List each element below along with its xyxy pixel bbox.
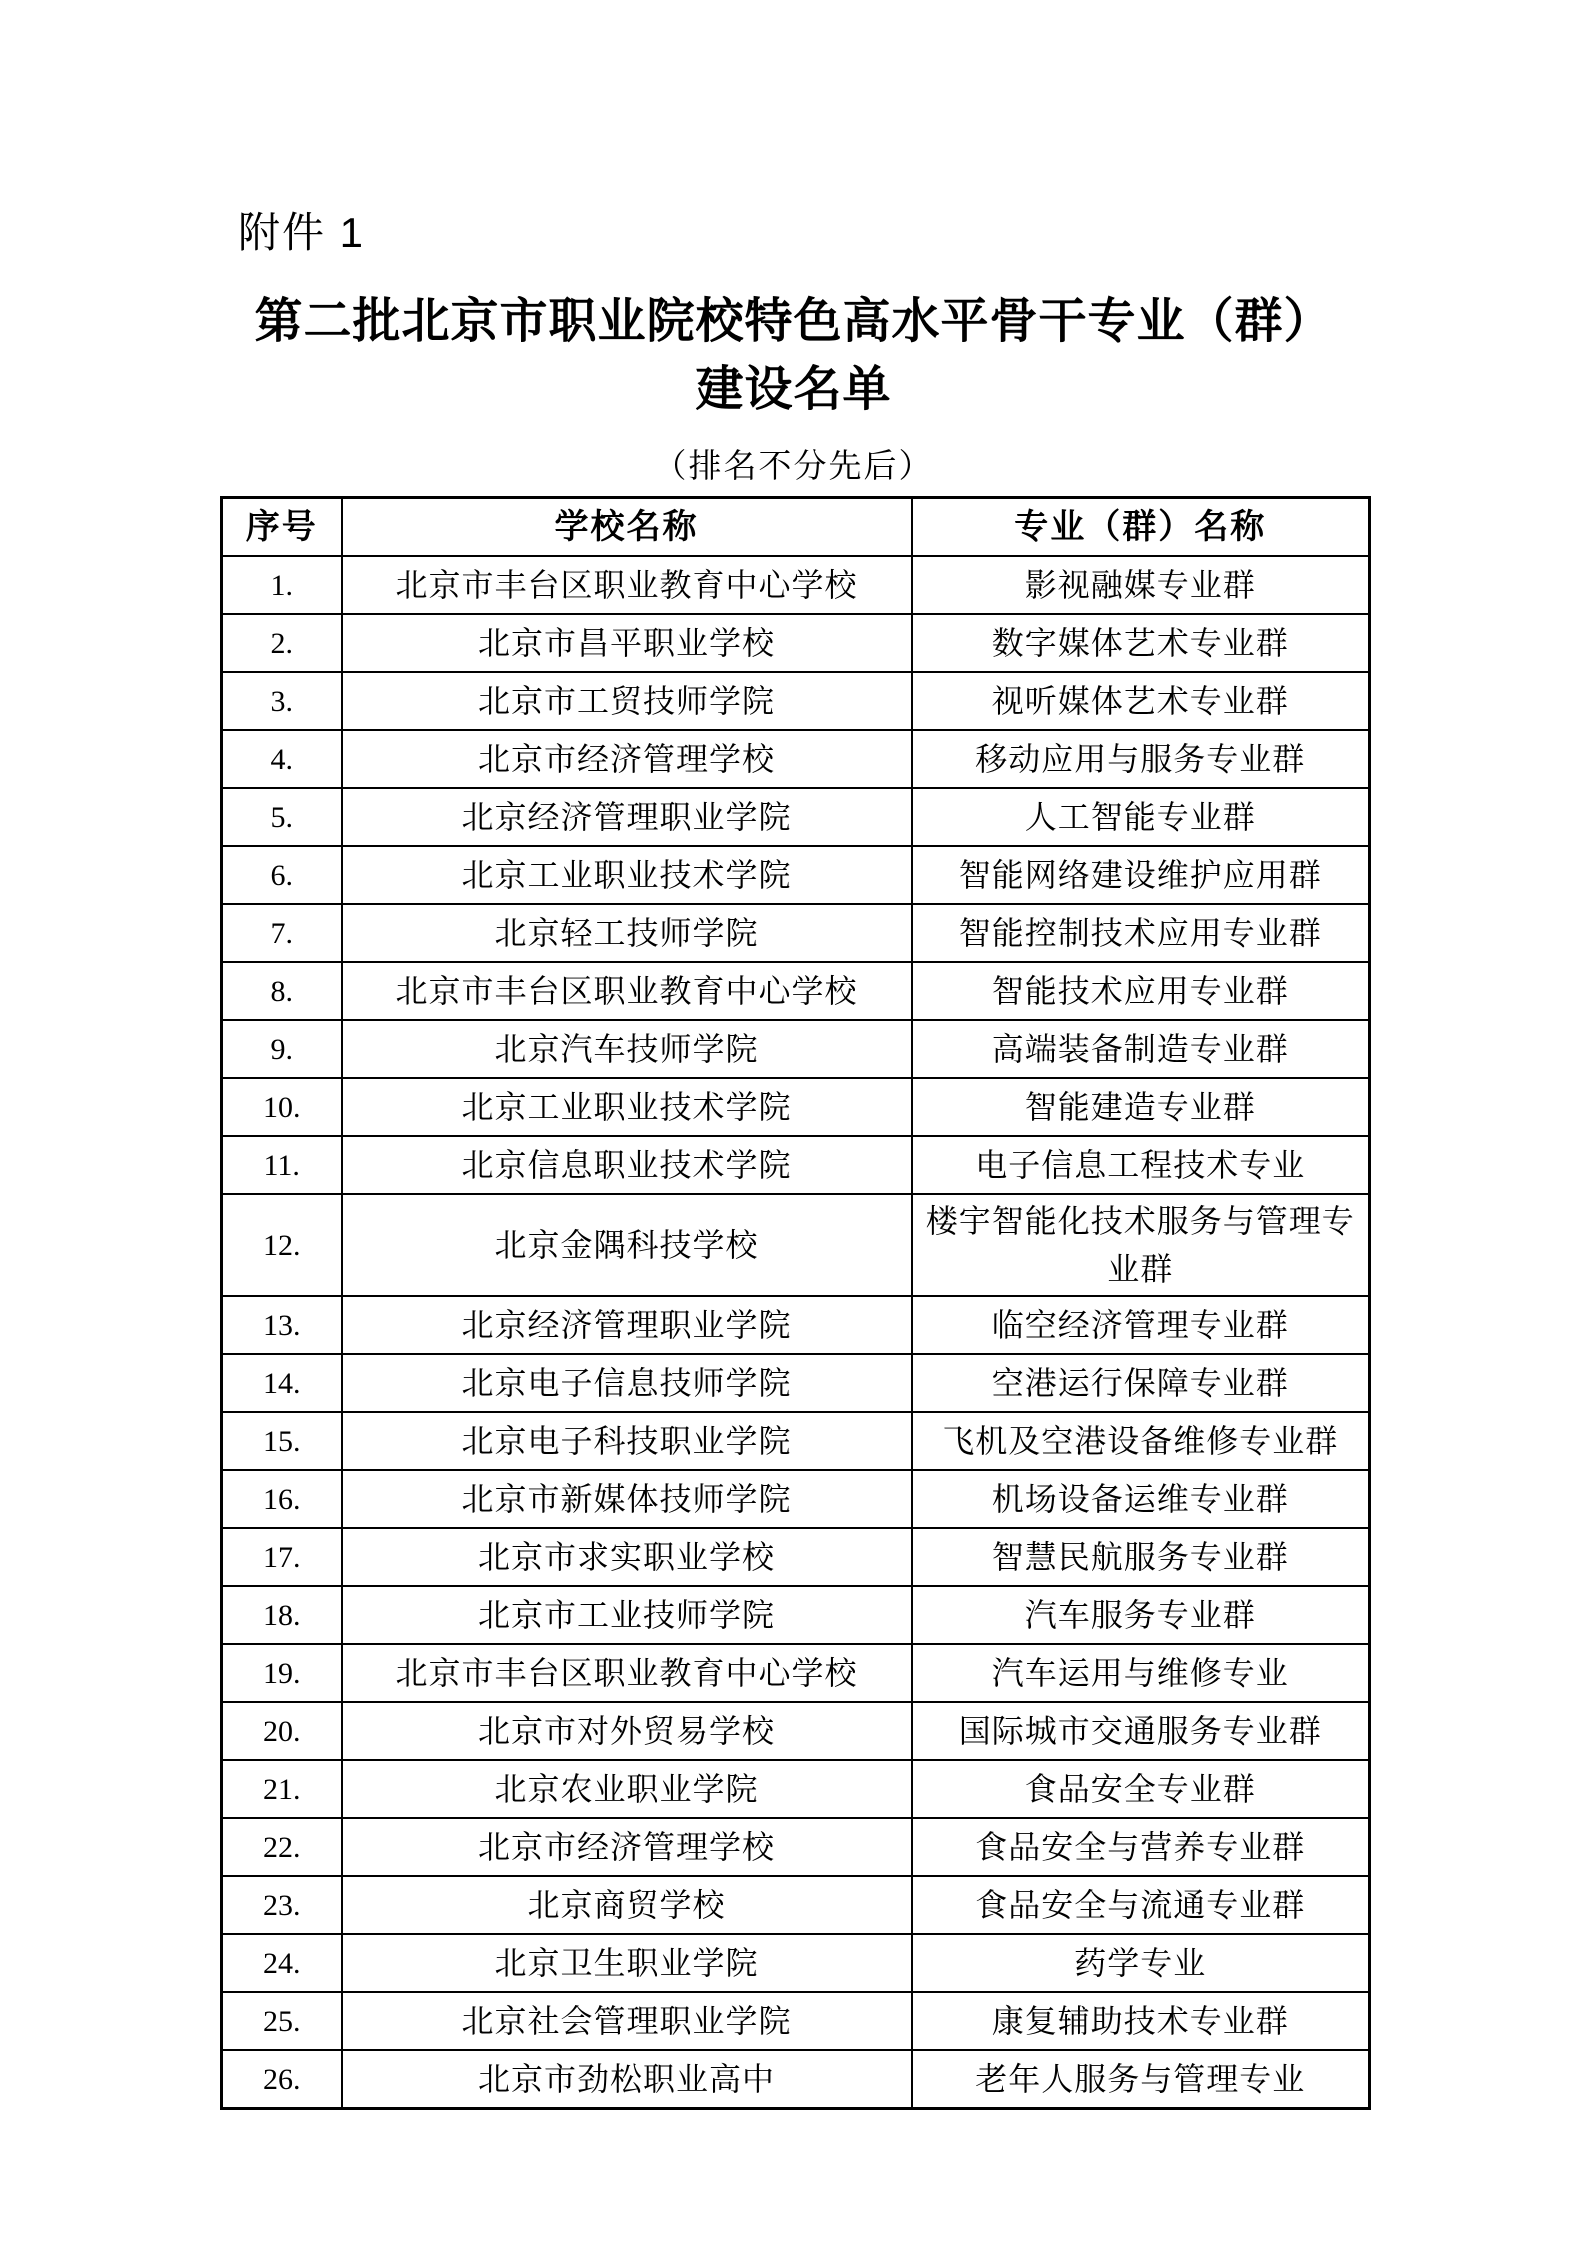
table-row — [222, 1020, 1370, 1078]
table-row — [222, 1702, 1370, 1760]
major-name-cell: 楼宇智能化技术服务与管理专业群 — [912, 1194, 1370, 1296]
major-name-cell: 汽车运用与维修专业 — [912, 1644, 1370, 1702]
school-name-cell: 北京市丰台区职业教育中心学校 — [342, 962, 912, 1020]
table-row — [222, 846, 1370, 904]
table-row — [222, 1296, 1370, 1354]
major-name-cell: 视听媒体艺术专业群 — [912, 672, 1370, 730]
row-number-cell: 8. — [222, 962, 342, 1020]
table-row — [222, 1136, 1370, 1194]
table-row — [222, 962, 1370, 1020]
row-number-cell: 24. — [222, 1934, 342, 1992]
major-name-cell: 智能建造专业群 — [912, 1078, 1370, 1136]
row-number-cell: 26. — [222, 2050, 342, 2109]
school-name-cell: 北京工业职业技术学院 — [342, 846, 912, 904]
row-number-cell: 18. — [222, 1586, 342, 1644]
table-row — [222, 2050, 1370, 2109]
table-row — [222, 1586, 1370, 1644]
row-number-cell: 23. — [222, 1876, 342, 1934]
major-name-cell: 机场设备运维专业群 — [912, 1470, 1370, 1528]
row-number-cell: 3. — [222, 672, 342, 730]
table-header — [222, 498, 1370, 557]
school-name-cell: 北京市工业技师学院 — [342, 1586, 912, 1644]
table-row — [222, 1760, 1370, 1818]
table-row — [222, 730, 1370, 788]
table-header-row — [222, 498, 1370, 557]
school-name-cell: 北京汽车技师学院 — [342, 1020, 912, 1078]
major-name-cell: 影视融媒专业群 — [912, 556, 1370, 614]
row-number-cell: 5. — [222, 788, 342, 846]
table-row — [222, 1078, 1370, 1136]
major-name-cell: 飞机及空港设备维修专业群 — [912, 1412, 1370, 1470]
school-name-cell: 北京农业职业学院 — [342, 1760, 912, 1818]
table-row — [222, 1644, 1370, 1702]
row-number-cell: 11. — [222, 1136, 342, 1194]
row-number-cell: 21. — [222, 1760, 342, 1818]
major-name-cell: 汽车服务专业群 — [912, 1586, 1370, 1644]
row-number-cell: 22. — [222, 1818, 342, 1876]
school-name-cell: 北京轻工技师学院 — [342, 904, 912, 962]
table-row — [222, 1876, 1370, 1934]
table-row — [222, 1194, 1370, 1296]
header-cell-major-name: 专业（群）名称 — [912, 498, 1370, 557]
school-name-cell: 北京市经济管理学校 — [342, 730, 912, 788]
table-row — [222, 672, 1370, 730]
table-row — [222, 1934, 1370, 1992]
row-number-cell: 2. — [222, 614, 342, 672]
row-number-cell: 9. — [222, 1020, 342, 1078]
table-row — [222, 1528, 1370, 1586]
major-name-cell: 数字媒体艺术专业群 — [912, 614, 1370, 672]
school-name-cell: 北京电子信息技师学院 — [342, 1354, 912, 1412]
school-name-cell: 北京市丰台区职业教育中心学校 — [342, 556, 912, 614]
major-name-cell: 食品安全与流通专业群 — [912, 1876, 1370, 1934]
school-name-cell: 北京商贸学校 — [342, 1876, 912, 1934]
school-name-cell: 北京工业职业技术学院 — [342, 1078, 912, 1136]
row-number-cell: 15. — [222, 1412, 342, 1470]
table-row — [222, 1354, 1370, 1412]
major-name-cell: 高端装备制造专业群 — [912, 1020, 1370, 1078]
table-body — [222, 556, 1370, 2109]
table-row — [222, 904, 1370, 962]
school-name-cell: 北京市新媒体技师学院 — [342, 1470, 912, 1528]
attachment-label: 附件 1 — [238, 209, 366, 256]
row-number-cell: 25. — [222, 1992, 342, 2050]
title-line-1: 第二批北京市职业院校特色高水平骨干专业（群） — [254, 295, 1333, 348]
major-name-cell: 移动应用与服务专业群 — [912, 730, 1370, 788]
school-name-cell: 北京信息职业技术学院 — [342, 1136, 912, 1194]
row-number-cell: 20. — [222, 1702, 342, 1760]
school-name-cell: 北京市劲松职业高中 — [342, 2050, 912, 2109]
school-name-cell: 北京经济管理职业学院 — [342, 788, 912, 846]
major-name-cell: 智能网络建设维护应用群 — [912, 846, 1370, 904]
row-number-cell: 7. — [222, 904, 342, 962]
header-cell-school-name: 学校名称 — [342, 498, 912, 557]
major-name-cell: 食品安全与营养专业群 — [912, 1818, 1370, 1876]
table-row — [222, 1412, 1370, 1470]
row-number-cell: 14. — [222, 1354, 342, 1412]
school-name-cell: 北京卫生职业学院 — [342, 1934, 912, 1992]
table-row — [222, 1992, 1370, 2050]
row-number-cell: 17. — [222, 1528, 342, 1586]
school-name-cell: 北京市昌平职业学校 — [342, 614, 912, 672]
header-cell-number: 序号 — [222, 498, 342, 557]
school-name-cell: 北京经济管理职业学院 — [342, 1296, 912, 1354]
school-name-cell: 北京市丰台区职业教育中心学校 — [342, 1644, 912, 1702]
table-row — [222, 614, 1370, 672]
document-subtitle: （排名不分先后） — [653, 449, 934, 485]
school-name-cell: 北京市对外贸易学校 — [342, 1702, 912, 1760]
major-name-cell: 智能技术应用专业群 — [912, 962, 1370, 1020]
major-name-cell: 智慧民航服务专业群 — [912, 1528, 1370, 1586]
school-name-cell: 北京社会管理职业学院 — [342, 1992, 912, 2050]
table-row — [222, 556, 1370, 614]
major-name-cell: 空港运行保障专业群 — [912, 1354, 1370, 1412]
major-name-cell: 人工智能专业群 — [912, 788, 1370, 846]
major-name-cell: 国际城市交通服务专业群 — [912, 1702, 1370, 1760]
row-number-cell: 19. — [222, 1644, 342, 1702]
table-row — [222, 788, 1370, 846]
major-name-cell: 康复辅助技术专业群 — [912, 1992, 1370, 2050]
row-number-cell: 12. — [222, 1194, 342, 1296]
table-row — [222, 1470, 1370, 1528]
title-line-2: 建设名单 — [695, 363, 892, 416]
major-name-cell: 电子信息工程技术专业 — [912, 1136, 1370, 1194]
school-name-cell: 北京金隅科技学校 — [342, 1194, 912, 1296]
row-number-cell: 10. — [222, 1078, 342, 1136]
row-number-cell: 13. — [222, 1296, 342, 1354]
school-name-cell: 北京市经济管理学校 — [342, 1818, 912, 1876]
row-number-cell: 4. — [222, 730, 342, 788]
school-name-cell: 北京市求实职业学校 — [342, 1528, 912, 1586]
major-name-cell: 智能控制技术应用专业群 — [912, 904, 1370, 962]
school-name-cell: 北京电子科技职业学院 — [342, 1412, 912, 1470]
school-name-cell: 北京市工贸技师学院 — [342, 672, 912, 730]
major-name-cell: 食品安全专业群 — [912, 1760, 1370, 1818]
table-row — [222, 1818, 1370, 1876]
document-title — [0, 288, 1587, 424]
row-number-cell: 16. — [222, 1470, 342, 1528]
major-name-cell: 临空经济管理专业群 — [912, 1296, 1370, 1354]
major-name-cell: 药学专业 — [912, 1934, 1370, 1992]
major-name-cell: 老年人服务与管理专业 — [912, 2050, 1370, 2109]
row-number-cell: 6. — [222, 846, 342, 904]
row-number-cell: 1. — [222, 556, 342, 614]
specialty-list-table — [220, 496, 1371, 2110]
